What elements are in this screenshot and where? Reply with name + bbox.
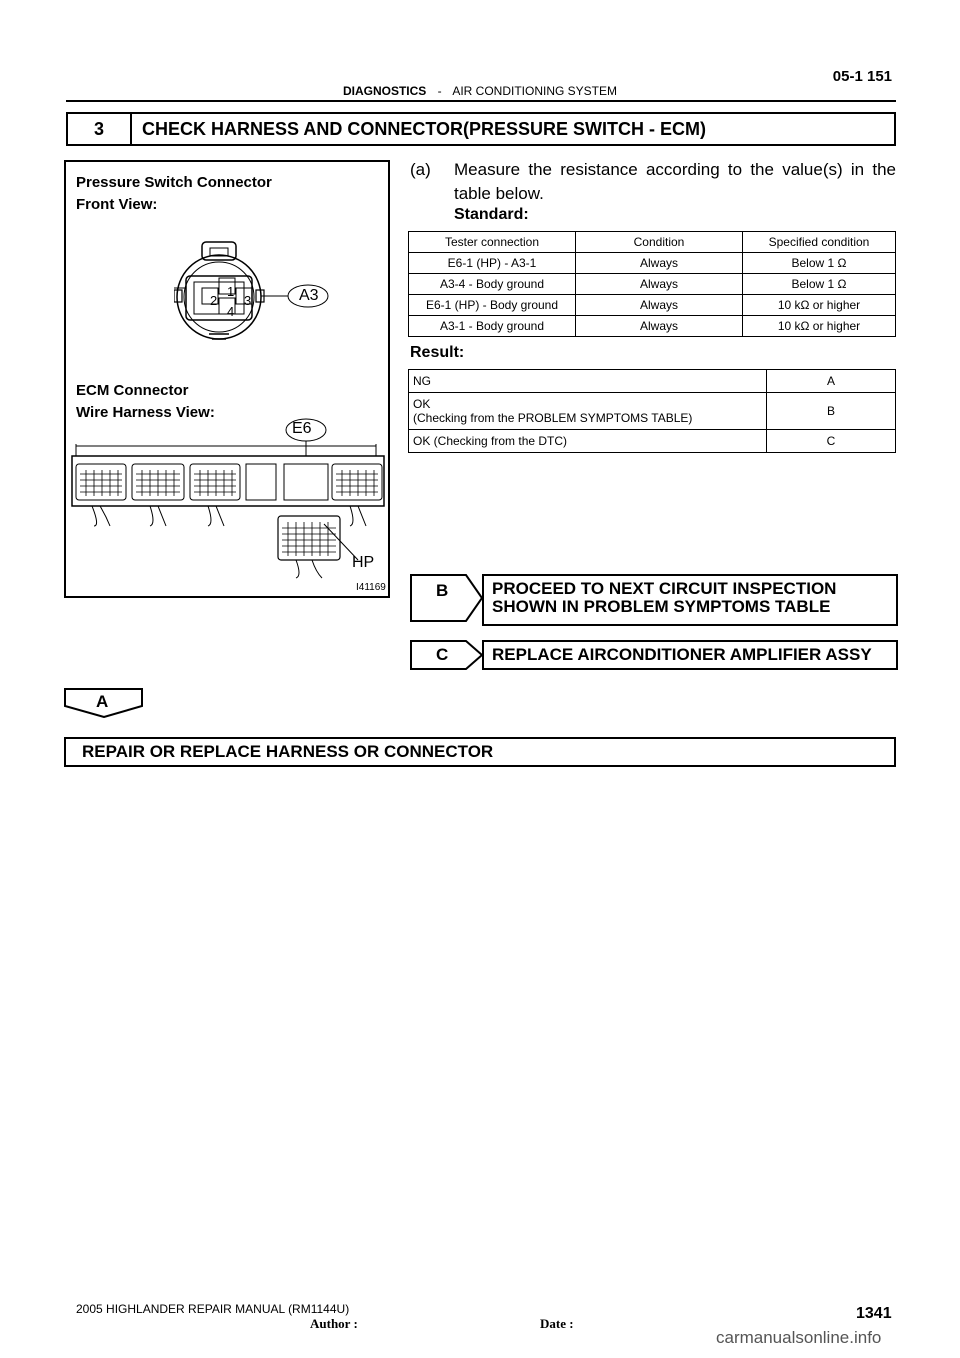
table-cell: 10 kΩ or higher: [743, 316, 896, 337]
result-c-action-text: REPLACE AIRCONDITIONER AMPLIFIER ASSY: [492, 645, 872, 664]
date-label: Date :: [540, 1316, 574, 1331]
standard-table-header: [409, 232, 896, 253]
connector-a3-label: A3: [299, 287, 319, 304]
ecm-connector-drawing: [66, 416, 386, 586]
pressure-switch-label: [76, 172, 272, 216]
table-cell: Below 1 Ω: [743, 274, 896, 295]
terminal-hp-label: HP: [352, 554, 375, 571]
table-cell: Always: [576, 253, 743, 274]
page-number: 1341: [856, 1305, 892, 1322]
table-cell: Always: [576, 316, 743, 337]
table-cell: Below 1 Ω: [743, 253, 896, 274]
column-header: Condition: [576, 232, 743, 253]
section-name: DIAGNOSTICS: [342, 84, 427, 98]
instruction-text: Measure the resistance according to the value(s) in the table below.: [454, 160, 896, 203]
system-name: AIR CONDITIONING SYSTEM: [452, 84, 618, 98]
step-number: 3: [68, 114, 132, 144]
table-row: [409, 295, 896, 316]
result-condition-line1: OK: [413, 397, 431, 411]
pressure-switch-label-line1: Pressure Switch Connector: [76, 174, 272, 191]
result-c-letter: C: [436, 645, 449, 664]
table-row: [409, 393, 896, 430]
pressure-switch-label-line2: Front View:: [76, 196, 158, 213]
standard-table: [408, 231, 896, 337]
watermark: carmanualsonline.info: [716, 1328, 882, 1347]
result-code: A: [767, 370, 896, 393]
standard-label: Standard:: [454, 206, 529, 223]
ecm-connector-label-line2: Wire Harness View:: [76, 404, 215, 421]
table-cell: Always: [576, 295, 743, 316]
table-cell: 10 kΩ or higher: [743, 295, 896, 316]
figure-id: I41169: [356, 582, 386, 593]
column-header: Specified condition: [743, 232, 896, 253]
section-header: [0, 84, 960, 98]
table-row: [409, 253, 896, 274]
connector-e6-label: E6: [292, 420, 312, 437]
author-label: Author :: [310, 1316, 358, 1331]
table-row: [409, 274, 896, 295]
step-title-box: [66, 112, 896, 146]
instruction-label: (a): [410, 160, 431, 179]
column-header: Tester connection: [409, 232, 576, 253]
result-table: [408, 369, 896, 453]
result-condition: NG: [409, 370, 767, 393]
page-code: 05-1 151: [832, 68, 892, 85]
result-b-letter: B: [436, 581, 449, 600]
header-separator: -: [437, 84, 442, 98]
result-a-letter: A: [96, 692, 109, 711]
table-row: [409, 316, 896, 337]
pressure-switch-connector-drawing: [174, 240, 374, 350]
pin-4-label: 4: [227, 304, 235, 319]
result-condition: [409, 393, 767, 430]
table-cell: A3-1 - Body ground: [409, 316, 576, 337]
pin-3-label: 3: [244, 293, 252, 308]
header-rule: [66, 100, 896, 102]
result-c-action-box: [482, 640, 898, 670]
table-cell: E6-1 (HP) - Body ground: [409, 295, 576, 316]
result-label: Result:: [410, 344, 465, 361]
connector-figure: [64, 160, 390, 598]
ecm-connector-label-line1: ECM Connector: [76, 382, 189, 399]
result-a-action-box: [64, 737, 896, 767]
table-cell: A3-4 - Body ground: [409, 274, 576, 295]
pin-2-label: 2: [210, 293, 218, 308]
table-row: [409, 430, 896, 453]
result-condition: OK (Checking from the DTC): [409, 430, 767, 453]
table-row: [409, 370, 896, 393]
table-cell: Always: [576, 274, 743, 295]
result-a-action-text: REPAIR OR REPLACE HARNESS OR CONNECTOR: [82, 742, 494, 761]
table-cell: E6-1 (HP) - A3-1: [409, 253, 576, 274]
result-b-action-box: [482, 574, 898, 626]
manual-title: 2005 HIGHLANDER REPAIR MANUAL (RM1144U): [76, 1302, 350, 1316]
instruction: [410, 158, 896, 206]
result-condition-line2: (Checking from the PROBLEM SYMPTOMS TABLE): [413, 411, 693, 425]
result-b-action-line1: PROCEED TO NEXT CIRCUIT INSPECTION: [492, 579, 837, 598]
pin-1-label: 1: [227, 284, 235, 299]
result-code: B: [767, 393, 896, 430]
result-code: C: [767, 430, 896, 453]
result-b-action-line2: SHOWN IN PROBLEM SYMPTOMS TABLE: [492, 597, 831, 616]
step-title: CHECK HARNESS AND CONNECTOR(PRESSURE SWITCH - ECM): [142, 119, 707, 139]
